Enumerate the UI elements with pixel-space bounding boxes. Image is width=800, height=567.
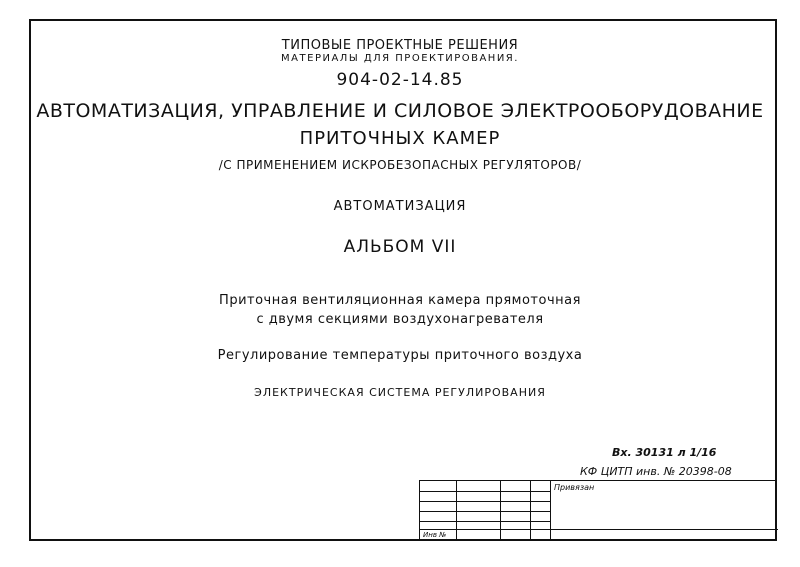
title-note: /С ПРИМЕНЕНИЕМ ИСКРОБЕЗОПАСНЫХ РЕГУЛЯТОРОВ/ — [218, 158, 582, 172]
stamp-row-line — [420, 529, 778, 530]
section-title: АВТОМАТИЗАЦИЯ — [333, 199, 467, 214]
stamp-row-line — [420, 511, 550, 512]
stamp-divider — [550, 481, 551, 541]
inventory-label: Инв № — [423, 531, 447, 539]
description-line-4: ЭЛЕКТРИЧЕСКАЯ СИСТЕМА РЕГУЛИРОВАНИЯ — [254, 386, 546, 399]
description-line-1: Приточная вентиляционная камера прямоточная — [219, 293, 581, 308]
album-title: АЛЬБОМ VII — [343, 237, 457, 257]
project-code: 904-02-14.85 — [336, 70, 464, 90]
stamp-row-line — [420, 501, 550, 502]
description-line-3: Регулирование температуры приточного воздуха — [217, 348, 583, 363]
stamp-row-line — [420, 491, 550, 492]
inventory-number: КФ ЦИТП инв. № 20398-08 — [580, 465, 732, 478]
header-line-1: ТИПОВЫЕ ПРОЕКТНЫЕ РЕШЕНИЯ — [281, 38, 519, 53]
title-line-2: ПРИТОЧНЫХ КАМЕР — [299, 128, 501, 149]
description-line-2: с двумя секциями воздухонагревателя — [256, 312, 544, 327]
drawing-frame — [29, 19, 777, 541]
header-line-2: МАТЕРИАЛЫ ДЛЯ ПРОЕКТИРОВАНИЯ. — [281, 53, 519, 64]
stamp-row-line — [420, 521, 550, 522]
bound-label: Привязан — [554, 483, 595, 492]
title-block-stamp — [419, 480, 777, 541]
title-line-1: АВТОМАТИЗАЦИЯ, УПРАВЛЕНИЕ И СИЛОВОЕ ЭЛЕКТРООБОРУДОВАНИЕ — [36, 100, 764, 122]
reference-number: Вх. 30131 л 1/16 — [612, 446, 717, 459]
